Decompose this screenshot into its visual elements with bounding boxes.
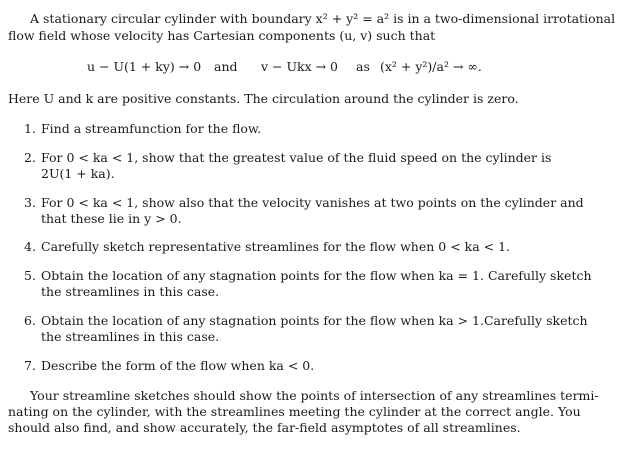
intro-line-2 (8, 28, 435, 44)
boundary-equation-part3: (x² + y²)/a² → ∞. (380, 59, 482, 74)
question-text-cont: that these lie in y > 0. (41, 211, 182, 226)
question-text: Carefully sketch representative streamlines for the flow when 0 < ka < 1. (41, 239, 511, 254)
question-text: Obtain the location of any stagnation points for the flow when ka = 1. Carefully sketch (41, 268, 592, 283)
question-text-cont: the streamlines in this case. (41, 284, 220, 299)
question-number: 6. (24, 313, 36, 328)
question-text: Obtain the location of any stagnation points for the flow when ka > 1.Carefully sketch (41, 313, 588, 328)
intro-text-2: flow field whose velocity has Cartesian components (u, v) such that (8, 28, 436, 43)
question-text: Describe the form of the flow when ka < 0. (41, 358, 315, 373)
question-number: 4. (24, 239, 36, 254)
question-number: 5. (24, 268, 36, 283)
boundary-equation-part2: v − Ukx → 0 (261, 59, 339, 74)
question-text: For 0 < ka < 1, show also that the velocity vanishes at two points on the cylinder and (41, 195, 584, 210)
intro-line-1 (30, 11, 616, 27)
question-number: 7. (24, 358, 36, 373)
question-text-cont: 2U(1 + ka). (41, 166, 115, 181)
closing-line-1: Your streamline sketches should show the points of intersection of any streamlines termi- (30, 388, 599, 403)
question-text: For 0 < ka < 1, show that the greatest value of the fluid speed on the cylinder is (41, 150, 552, 165)
closing-line-3: should also find, and show accurately, the far-field asymptotes of all streamlines. (8, 420, 521, 435)
question-text: Find a streamfunction for the flow. (41, 121, 262, 136)
intro-text-1: A stationary circular cylinder with boundary x² + y² = a² is in a two-dimensional irrotational (30, 11, 616, 26)
question-number: 1. (24, 121, 36, 136)
intro-line-3: Here U and k are positive constants. The circulation around the cylinder is zero. (8, 91, 519, 106)
boundary-equation-part1: u − U(1 + ky) → 0 (87, 59, 202, 74)
question-number: 3. (24, 195, 36, 210)
question-text-cont: the streamlines in this case. (41, 329, 220, 344)
equation-and: and (214, 59, 238, 74)
closing-line-2: nating on the cylinder, with the streamlines meeting the cylinder at the correct angle. You (8, 404, 581, 419)
question-number: 2. (24, 150, 36, 165)
equation-as: as (356, 59, 370, 74)
